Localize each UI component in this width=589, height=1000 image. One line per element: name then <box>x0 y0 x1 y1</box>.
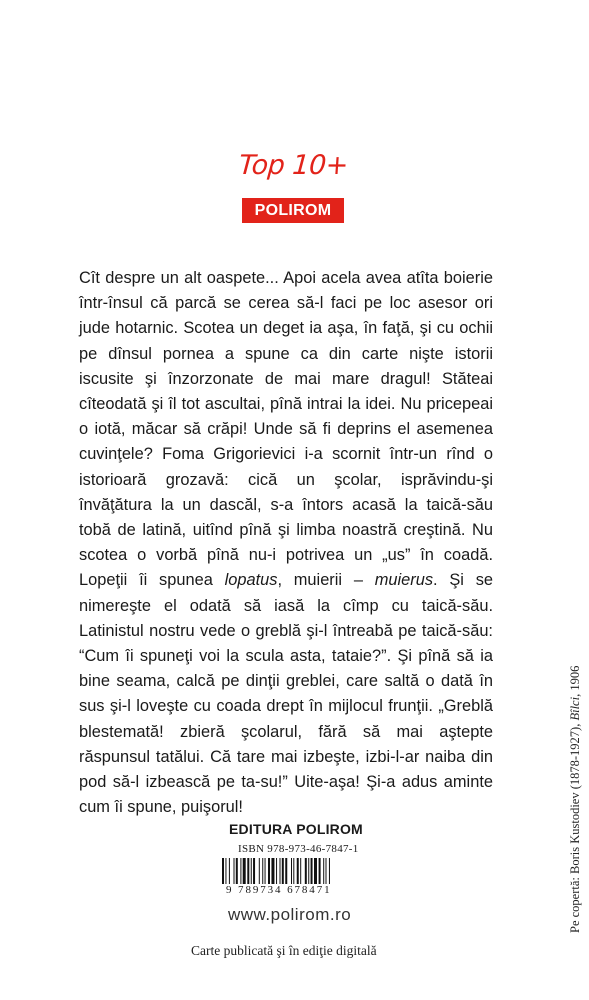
barcode-bar <box>285 858 287 884</box>
barcode-bar <box>259 858 260 884</box>
barcode-bar <box>297 858 299 884</box>
barcode-bar <box>326 858 327 884</box>
barcode-bar <box>319 858 321 884</box>
barcode-bar <box>293 858 294 884</box>
barcode-bar <box>243 858 246 884</box>
barcode-bar <box>251 858 252 884</box>
barcode-bar <box>291 858 292 884</box>
website-link[interactable]: www.polirom.ro <box>228 905 352 924</box>
barcode-bar <box>282 858 284 884</box>
blurb-paragraph <box>79 266 493 820</box>
barcode-bar <box>236 858 238 884</box>
publisher-logo: POLIROM <box>242 198 344 223</box>
barcode-bar <box>247 858 249 884</box>
digital-edition-note: Carte publicată şi în ediţie digitală <box>191 943 377 958</box>
barcode-bar <box>240 858 241 884</box>
barcode-bar <box>271 858 274 884</box>
blurb-italic-1: lopatus <box>224 571 278 590</box>
barcode-bar <box>234 858 235 884</box>
barcode-bar <box>323 858 324 884</box>
blurb-text-1: Cît despre un alt oaspete... Apoi acela avea atîta boierie într-însul că parcă se cerea să-l faci pe loc asesor ori jude hotarnic. Scotea un deget ia aşa, în faţă, şi cu ochii pe dînsul pornea a spune ca din carte nişte istorii iscusite şi înzorzonate de mai mare dragul! Stăteai cîteodată şi îl tot ascultai, pînă intrai la idei. Nu pricepeai o iotă, măcar să crăpi! Unde să fi deprins el asemenea cuvinţele? Foma Grigorievici i-a scornit într-un rînd o istorioară grozavă: cică un şcolar, isprăvindu-şi învăţătura la un dascăl, s-a întors acasă la taică-său tobă de latină, uitînd pînă şi limba noastră creştină. Nu scotea o vorbă pînă nu-i potrivea un „us” în coadă. Lopeţii îi spunea <box>79 269 493 590</box>
blurb-text-2: , muierii – <box>277 571 375 590</box>
barcode-bar <box>262 858 263 884</box>
isbn-label: ISBN 978-973-46-7847-1 <box>238 843 359 855</box>
credit-title: Bîlci <box>568 696 582 721</box>
barcode-bar <box>308 858 309 884</box>
credit-suffix: , 1906 <box>568 665 582 697</box>
blurb-italic-2: muierus <box>374 571 434 590</box>
barcode-bar <box>229 858 230 884</box>
publisher-name: EDITURA POLIROM <box>229 821 363 837</box>
barcode-bar <box>265 858 266 884</box>
barcode-bar <box>222 858 224 884</box>
barcode-bar <box>314 858 317 884</box>
barcode-bar <box>276 858 277 884</box>
barcode-bar <box>329 858 330 884</box>
barcode-bar <box>305 858 307 884</box>
credit-prefix: Pe copertă: Boris Kustodiev (1878-1927), <box>568 720 582 933</box>
blurb-text-3: . Şi se nimereşte el odată să iasă la cîmp cu taică-său. Latinistul nostru vede o greblă şi-l întreabă pe taică-său: “Cum îi spuneţi voi la scula asta, tataie?”. Şi pînă să ia bine seama, calcă pe dinţii greblei, care saltă o dată în sus şi-l loveşte cu coada drept în mijlocul frunţii. „Greblă blestemată! zbieră şcolarul, fără să mai aştepte răspunsul tatălui. Că tare mai izbeşte, izbi-l-ar naiba din pod să-l izbească pe ta-su!” Uite-aşa! Şi-a adus aminte cum îi spune, puişorul! <box>79 571 493 817</box>
barcode-bar <box>268 858 270 884</box>
back-cover-blurb <box>79 266 493 820</box>
barcode-bar <box>300 858 301 884</box>
barcode-bar <box>225 858 226 884</box>
barcode-digits: 9 789734 678471 <box>226 884 332 896</box>
barcode-bar <box>280 858 281 884</box>
barcode-bar <box>253 858 255 884</box>
barcode-bar <box>311 858 313 884</box>
barcode <box>220 858 368 884</box>
cover-credit <box>568 666 583 933</box>
series-logo: Top 10+ <box>237 150 349 181</box>
